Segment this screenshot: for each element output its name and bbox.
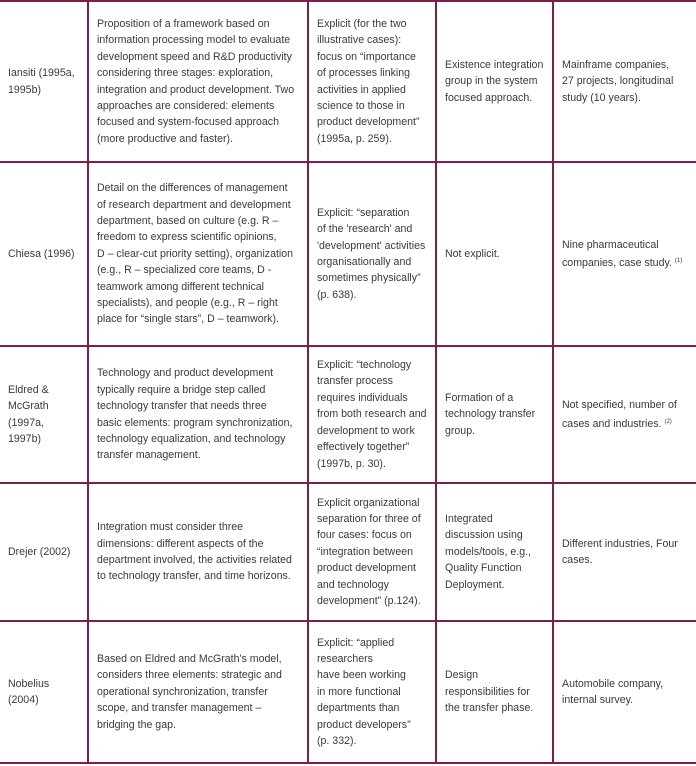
integration-cell: Existence integration group in the system focused approach. bbox=[436, 1, 553, 162]
integration-cell: Not explicit. bbox=[436, 162, 553, 346]
table-row bbox=[0, 162, 696, 346]
integration-cell: Formation of a technology transfer group. bbox=[436, 346, 553, 483]
description-cell: Detail on the differences of management of research department and development department, based on culture (e.g. R – freedom to express scientific opinions, D – clear-cut priority setting), organization (e.g., R – specialized core teams, D - teamwork among different technical specialists), and people (e.g., R – right place for “single stars”, D – teamwork). bbox=[88, 162, 308, 346]
author-cell: Chiesa (1996) bbox=[0, 162, 88, 346]
sample-cell bbox=[553, 621, 696, 763]
sample-cell bbox=[553, 162, 696, 346]
table-row bbox=[0, 621, 696, 763]
separation-cell: Explicit: “technology transfer process requires individuals from both research and development to work effectively together” (1997b, p. 30). bbox=[308, 346, 436, 483]
author-cell: Drejer (2002) bbox=[0, 483, 88, 621]
description-cell: Technology and product development typically require a bridge step called technology transfer that needs three basic elements: program synchronization, technology equalization, and technology transfer management. bbox=[88, 346, 308, 483]
author-cell: Eldred & McGrath (1997a, 1997b) bbox=[0, 346, 88, 483]
separation-cell: Explicit: “separation of the 'research' and 'development' activities organisationally and sometimes physically” (p. 638). bbox=[308, 162, 436, 346]
sample-text: Mainframe companies, 27 projects, longitudinal study (10 years). bbox=[562, 58, 674, 104]
integration-cell: Integrated discussion using models/tools, e.g., Quality Function Deployment. bbox=[436, 483, 553, 621]
separation-cell: Explicit organizational separation for three of four cases: focus on “integration between product development and technology development” (p.124). bbox=[308, 483, 436, 621]
footnote-marker: (1) bbox=[674, 258, 683, 264]
table-row bbox=[0, 1, 696, 162]
description-cell: Proposition of a framework based on information processing model to evaluate development speed and R&D productivity considering three stages: exploration, integration and product development. Two approaches are considered: elements focused and system-focused approach (more productive and faster). bbox=[88, 1, 308, 162]
separation-cell: Explicit: “applied researchers have been working in more functional departments than product developers” (p. 332). bbox=[308, 621, 436, 763]
table-row bbox=[0, 483, 696, 621]
integration-cell: Design responsibilities for the transfer phase. bbox=[436, 621, 553, 763]
description-cell: Based on Eldred and McGrath's model, considers three elements: strategic and operational synchronization, transfer scope, and transfer management – bridging the gap. bbox=[88, 621, 308, 763]
sample-text: Different industries, Four cases. bbox=[562, 537, 678, 566]
sample-text: Automobile company, internal survey. bbox=[562, 677, 664, 706]
sample-cell bbox=[553, 346, 696, 483]
sample-text: Not specified, number of cases and industries. bbox=[562, 399, 677, 430]
sample-cell bbox=[553, 483, 696, 621]
author-cell: Iansiti (1995a, 1995b) bbox=[0, 1, 88, 162]
table-row bbox=[0, 346, 696, 483]
separation-cell: Explicit (for the two illustrative cases): focus on “importance of processes linking activities in applied science to those in product development” (1995a, p. 259). bbox=[308, 1, 436, 162]
footnote-marker: (2) bbox=[664, 418, 672, 425]
description-cell: Integration must consider three dimensions: different aspects of the department involved, the activities related to technology transfer, and time horizons. bbox=[88, 483, 308, 621]
author-cell: Nobelius (2004) bbox=[0, 621, 88, 763]
sample-cell bbox=[553, 1, 696, 162]
sample-text: Nine pharmaceutical companies, case study. bbox=[562, 238, 672, 269]
